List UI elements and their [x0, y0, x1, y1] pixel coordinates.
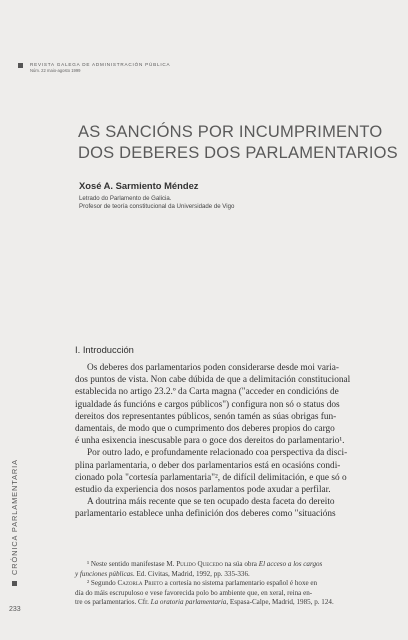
footnote-text: . Ed. Civitas, Madrid, 1992, pp. 335-336.: [132, 569, 250, 578]
title-line-1: AS SANCIÓNS POR INCUMPRIMENTO: [78, 123, 383, 141]
paragraph-1: [75, 362, 397, 447]
footnote-author: Cazorla Prieto: [117, 579, 163, 588]
journal-issue: Núm. 22 maio-agosto 1999: [30, 68, 81, 73]
footnote-text: ¹ Neste sentido manifestase M.: [87, 560, 177, 568]
author-block: [79, 180, 234, 211]
side-label-text: CRÓNICA PARLAMENTARIA: [10, 459, 19, 575]
text-line: igualdade ás funcións e cargos públicos") configura non só o status dos: [75, 399, 340, 410]
text-line: plina parlamentaria, o deber dos parlamentarios está en ocasións condi-: [75, 460, 341, 471]
footnote-2-end: [75, 598, 397, 608]
footnote-1-cont: [75, 570, 397, 580]
footnote-text: , Espasa-Calpe, Madrid, 1985, p. 124.: [226, 598, 334, 607]
header-square-icon: [18, 63, 23, 68]
text-line: Por outro lado, e profundamente relacionado coa perspectiva da disci-: [87, 448, 348, 459]
paragraph-2: [75, 447, 397, 496]
text-line: dos puntos de vista. Non cabe dúbida de que a delimitación constitucional: [75, 375, 351, 386]
text-line: establecida no artigo 23.2.º da Carta magna ("acceder en condicións de: [75, 387, 339, 398]
footnote-text: na súa obra: [222, 560, 259, 568]
footnote-book-title: El acceso a los cargos: [258, 560, 323, 568]
footnote-text: tre os parlamentarios. Cfr.: [75, 598, 151, 607]
article-title: [78, 122, 398, 164]
footnote-2: [75, 579, 397, 589]
text-line: parlamentario establece unha definición dos deberes como "situacións: [75, 509, 336, 520]
footnote-author: Pulido Quecedo: [176, 560, 223, 568]
footnote-1: [75, 560, 397, 570]
footnote-text: ² Segundo: [87, 579, 118, 588]
journal-name: REVISTA GALEGA DE ADMINISTRACIÓN PÚBLICA: [30, 62, 171, 67]
journal-header: [18, 62, 170, 74]
page-number: 233: [9, 606, 21, 613]
author-name: Xosé A. Sarmiento Méndez: [79, 180, 199, 191]
title-line-2: DOS DEBERES DOS PARLAMENTARIOS: [78, 144, 398, 162]
text-line: é unha esixencia inescusable para o goce dos dereitos do parlamentario¹.: [75, 436, 345, 447]
paragraph-3: [75, 496, 397, 520]
text-line: dereitos dos representantes públicos, senón tamén as súas obrigas fun-: [75, 411, 337, 422]
author-role-1: Letrado do Parlamento de Galicia.: [79, 195, 172, 202]
text-line: estudio da experiencia dos nosos parlamentos pode axudar a perfilar.: [75, 485, 331, 496]
author-role-2: Profesor de teoría constitucional da Universidade de Vigo: [79, 203, 235, 210]
text-line: Os deberes dos parlamentarios poden considerarse desde moi varia-: [87, 363, 339, 373]
text-line: damentais, de modo que o cumprimento dos deberes propios do cargo: [75, 424, 335, 435]
body-text: [75, 362, 397, 521]
footnote-2-cont: día do máis escrupuloso e vese favorecida polo bo ambiente que, en xeral, reina en-: [75, 588, 313, 597]
section-heading: I. Introducción: [75, 344, 134, 355]
text-line: A doutrina máis recente que se ten ocupado desta faceta do dereito: [87, 497, 335, 508]
side-square-icon: [12, 581, 17, 586]
footnote-book-title: y funciones públicas: [75, 569, 133, 578]
footnote-book-title: La oratoria parlamentaria: [150, 598, 227, 607]
section-side-label: [10, 459, 19, 586]
footnote-text: a cortesía no sistema parlamentario español é hoxe en: [162, 579, 318, 588]
text-line: cionado pola "cortesía parlamentaria"², de difícil delimitación, e que só o: [75, 472, 347, 483]
footnotes: [75, 560, 397, 608]
